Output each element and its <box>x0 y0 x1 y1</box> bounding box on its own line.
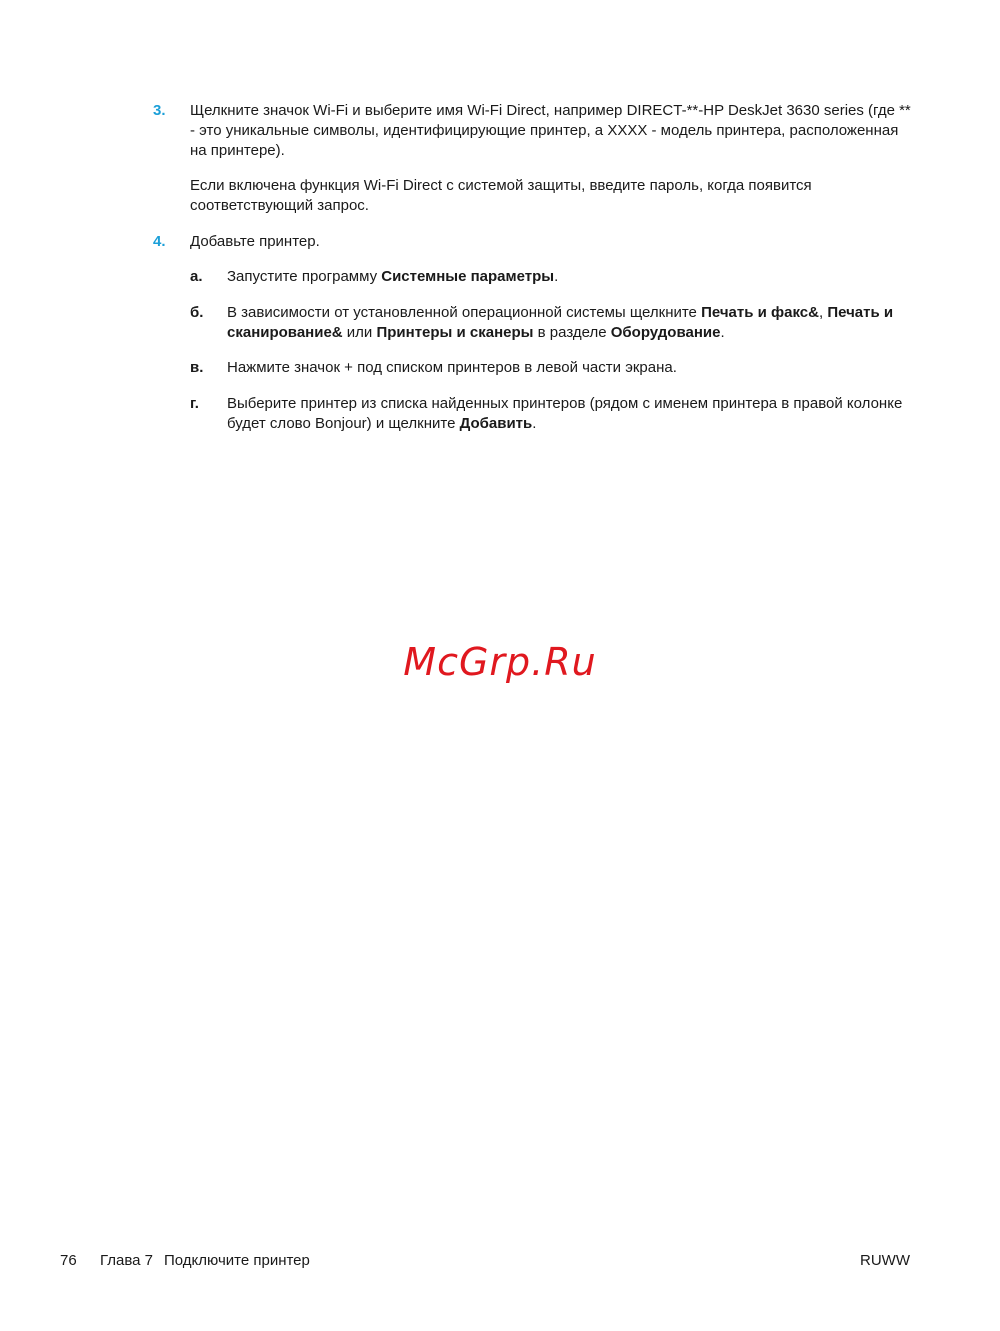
substep-d <box>190 394 915 434</box>
ui-term: Принтеры и сканеры <box>376 324 534 341</box>
substep-body <box>227 358 915 378</box>
ui-term: Печать и сканирование& <box>227 304 894 341</box>
substep-text: . <box>554 268 559 285</box>
substep-letter: в. <box>190 359 204 376</box>
watermark: McGrp.Ru <box>403 640 597 684</box>
step-paragraph: Если включена функция Wi-Fi Direct с системой защиты, введите пароль, когда появится соответствующий запрос. <box>190 177 812 214</box>
substep-body <box>227 394 915 434</box>
step-3 <box>153 101 913 216</box>
substep-a <box>190 267 915 287</box>
step-body <box>190 101 913 216</box>
substep-text: Запустите программу <box>227 268 382 285</box>
substep-text: в разделе <box>533 324 611 341</box>
substep-text: В зависимости от установленной операционной системы щелкните <box>227 304 702 321</box>
substep-body <box>227 303 915 343</box>
ui-term: Системные параметры <box>381 268 555 285</box>
substep-text: Выберите принтер из списка найденных принтеров (рядом с именем принтера в правой колонке будет слово Bonjour) и щелкните <box>227 395 903 432</box>
step-4 <box>153 232 913 252</box>
substep-letter: а. <box>190 268 203 285</box>
substep-text: Нажмите значок + под списком принтеров в левой части экрана. <box>227 359 677 376</box>
substep-text: , <box>818 304 828 321</box>
ui-term: Оборудование <box>610 324 721 341</box>
step-number: 3. <box>153 102 166 119</box>
substep-text: или <box>342 324 377 341</box>
substep-b <box>190 303 915 343</box>
substep-text: . <box>720 324 725 341</box>
step-paragraph: Щелкните значок Wi-Fi и выберите имя Wi-Fi Direct, например DIRECT-**-HP DeskJet 3630 series (где ** - это уникальные символы, идентифицирующие принтер, а XXXX - модель принтера, расположенная на принтере). <box>190 102 911 159</box>
locale-code: RUWW <box>860 1252 910 1269</box>
chapter-label: Глава 7 <box>100 1252 154 1269</box>
substep-text: . <box>532 415 537 432</box>
substep-letter: б. <box>190 304 204 321</box>
ui-term: Печать и факс& <box>701 304 819 321</box>
step-body <box>190 232 913 252</box>
chapter-title: Подключите принтер <box>164 1252 310 1269</box>
substep-body <box>227 267 915 287</box>
substep-c <box>190 358 915 378</box>
substep-letter: г. <box>190 395 199 412</box>
ui-term: Добавить <box>459 415 533 432</box>
step-number: 4. <box>153 233 166 250</box>
step-paragraph: Добавьте принтер. <box>190 233 320 250</box>
page-number: 76 <box>60 1252 77 1269</box>
